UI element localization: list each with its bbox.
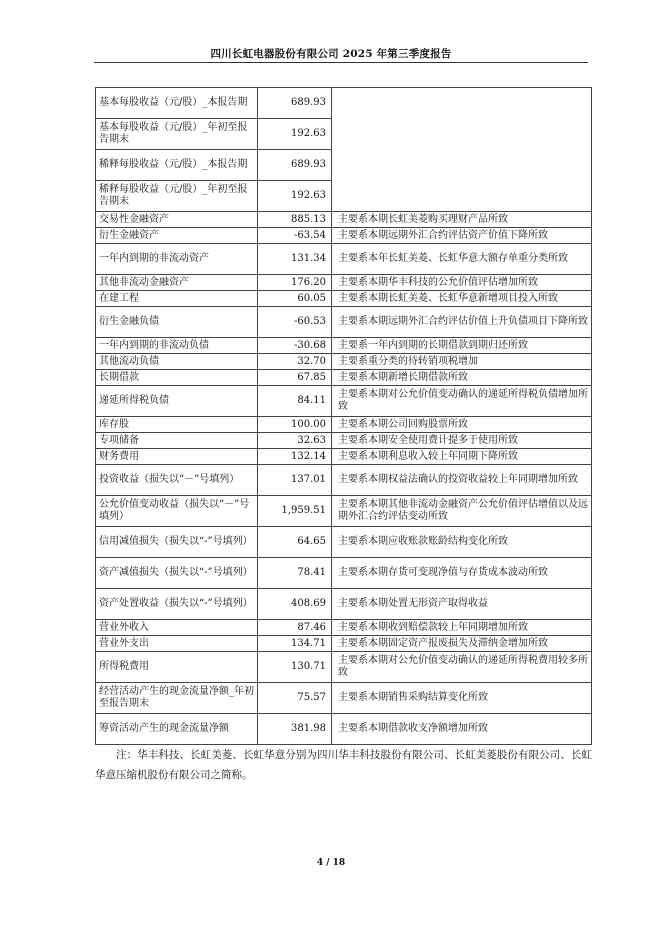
table-row — [96, 683, 592, 714]
table-row — [96, 465, 592, 496]
table-row — [96, 417, 592, 433]
value-cell: 381.98 — [258, 714, 332, 745]
reason-cell: 主要系本期对公允价值变动确认的递延所得税负债增加所致 — [332, 386, 592, 417]
header-rule — [94, 62, 588, 63]
item-cell: 一年内到期的非流动负债 — [96, 338, 258, 354]
item-cell: 财务费用 — [96, 449, 258, 465]
reason-cell: 主要系本年长虹美菱、长虹华意大额存单重分类所致 — [332, 244, 592, 275]
item-cell: 衍生金融资产 — [96, 228, 258, 244]
reason-cell: 主要系本期华丰科技的公允价值评估增加所致 — [332, 275, 592, 291]
item-cell: 其他流动负债 — [96, 354, 258, 370]
item-cell: 在建工程 — [96, 291, 258, 307]
reason-cell: 主要系本期远期外汇合约评估资产价值下降所致 — [332, 228, 592, 244]
reason-cell: 主要系本期对公允价值变动确认的递延所得税费用较多所致 — [332, 652, 592, 683]
item-cell: 资产处置收益（损失以“-”号填列） — [96, 589, 258, 620]
footnote: 注：华丰科技、长虹美菱、长虹华意分别为四川华丰科技股份有限公司、长虹美菱股份有限公司、长虹华意压缩机股份有限公司之简称。 — [95, 749, 592, 781]
value-cell: 100.00 — [258, 417, 332, 433]
value-cell: 67.85 — [258, 370, 332, 386]
item-cell: 信用减值损失（损失以“-”号填列） — [96, 527, 258, 558]
item-cell: 稀释每股收益（元/股）_年初至报告期末 — [96, 181, 258, 212]
reason-cell: 主要系本期权益法确认的投资收益较上年同期增加所致 — [332, 465, 592, 496]
value-cell: 32.63 — [258, 433, 332, 449]
table-row — [96, 244, 592, 275]
table-row — [96, 212, 592, 228]
item-cell: 专项储备 — [96, 433, 258, 449]
table-row — [96, 338, 592, 354]
item-cell: 一年内到期的非流动资产 — [96, 244, 258, 275]
value-cell: 32.70 — [258, 354, 332, 370]
item-cell: 投资收益（损失以“－”号填列） — [96, 465, 258, 496]
item-cell: 基本每股收益（元/股）_本报告期 — [96, 88, 258, 119]
item-cell: 库存股 — [96, 417, 258, 433]
table-row — [96, 620, 592, 636]
item-cell: 营业外收入 — [96, 620, 258, 636]
item-cell: 公允价值变动收益（损失以“－”号填列） — [96, 496, 258, 527]
value-cell: 60.05 — [258, 291, 332, 307]
reason-cell: 主要系本期长虹美菱购买理财产品所致 — [332, 212, 592, 228]
reason-cell: 主要系重分类的待转销项税增加 — [332, 354, 592, 370]
table-row — [96, 449, 592, 465]
item-cell: 营业外支出 — [96, 636, 258, 652]
reason-cell: 主要系本期处置无形资产取得收益 — [332, 589, 592, 620]
change-reason-table — [95, 87, 592, 745]
table-row — [96, 354, 592, 370]
table-row — [96, 275, 592, 291]
table-row — [96, 370, 592, 386]
table-row — [96, 291, 592, 307]
value-cell: 176.20 — [258, 275, 332, 291]
item-cell: 筹资活动产生的现金流量净额 — [96, 714, 258, 745]
table-row — [96, 433, 592, 449]
reason-cell: 主要系本期固定资产报废损失及滞纳金增加所致 — [332, 636, 592, 652]
table-row — [96, 589, 592, 620]
value-cell: 192.63 — [258, 119, 332, 150]
item-cell: 资产减值损失（损失以“-”号填列） — [96, 558, 258, 589]
item-cell: 其他非流动金融资产 — [96, 275, 258, 291]
reason-cell: 主要系一年内到期的长期借款到期归还所致 — [332, 338, 592, 354]
reason-cell-merged — [332, 88, 592, 212]
report-header: 四川长虹电器股份有限公司 2025 年第三季度报告 — [210, 48, 452, 60]
reason-cell: 主要系本期安全使用费计提多于使用所致 — [332, 433, 592, 449]
page-number: 4 / 18 — [316, 858, 346, 868]
value-cell: 84.11 — [258, 386, 332, 417]
item-cell: 所得税费用 — [96, 652, 258, 683]
table-row — [96, 636, 592, 652]
table-row — [96, 386, 592, 417]
value-cell: 132.14 — [258, 449, 332, 465]
value-cell: 689.93 — [258, 88, 332, 119]
reason-cell: 主要系本期收到赔偿款较上年同期增加所致 — [332, 620, 592, 636]
table-row — [96, 88, 592, 119]
value-cell: 75.57 — [258, 683, 332, 714]
reason-cell: 主要系本期借款收支净额增加所致 — [332, 714, 592, 745]
value-cell: 130.71 — [258, 652, 332, 683]
value-cell: 689.93 — [258, 150, 332, 181]
reason-cell: 主要系本期公司回购股票所致 — [332, 417, 592, 433]
table-row — [96, 652, 592, 683]
reason-cell: 主要系本期新增长期借款所致 — [332, 370, 592, 386]
value-cell: 64.65 — [258, 527, 332, 558]
value-cell: 87.46 — [258, 620, 332, 636]
reason-cell: 主要系本期远期外汇合约评估价值上升负债项目下降所致 — [332, 307, 592, 338]
reason-cell: 主要系本期其他非流动金融资产公允价值评估增值以及远期外汇合约评估变动所致 — [332, 496, 592, 527]
reason-cell: 主要系本期销售采购结算变化所致 — [332, 683, 592, 714]
value-cell: -63.54 — [258, 228, 332, 244]
value-cell: 134.71 — [258, 636, 332, 652]
value-cell: 131.34 — [258, 244, 332, 275]
reason-cell: 主要系本期利息收入较上年同期下降所致 — [332, 449, 592, 465]
value-cell: -60.53 — [258, 307, 332, 338]
item-cell: 衍生金融负债 — [96, 307, 258, 338]
value-cell: 1,959.51 — [258, 496, 332, 527]
value-cell: 78.41 — [258, 558, 332, 589]
table-row — [96, 527, 592, 558]
item-cell: 稀释每股收益（元/股）_本报告期 — [96, 150, 258, 181]
value-cell: -30.68 — [258, 338, 332, 354]
table-row — [96, 496, 592, 527]
reason-cell: 主要系本期长虹美菱、长虹华意新增项目投入所致 — [332, 291, 592, 307]
item-cell: 长期借款 — [96, 370, 258, 386]
item-cell: 递延所得税负债 — [96, 386, 258, 417]
reason-cell: 主要系本期应收账款账龄结构变化所致 — [332, 527, 592, 558]
item-cell: 基本每股收益（元/股）_年初至报告期末 — [96, 119, 258, 150]
table-row — [96, 714, 592, 745]
table-row — [96, 228, 592, 244]
table-row — [96, 558, 592, 589]
table-row — [96, 307, 592, 338]
value-cell: 192.63 — [258, 181, 332, 212]
item-cell: 交易性金融资产 — [96, 212, 258, 228]
item-cell: 经营活动产生的现金流量净额_年初至报告期末 — [96, 683, 258, 714]
value-cell: 137.01 — [258, 465, 332, 496]
value-cell: 885.13 — [258, 212, 332, 228]
value-cell: 408.69 — [258, 589, 332, 620]
reason-cell: 主要系本期存货可变现净值与存货成本波动所致 — [332, 558, 592, 589]
